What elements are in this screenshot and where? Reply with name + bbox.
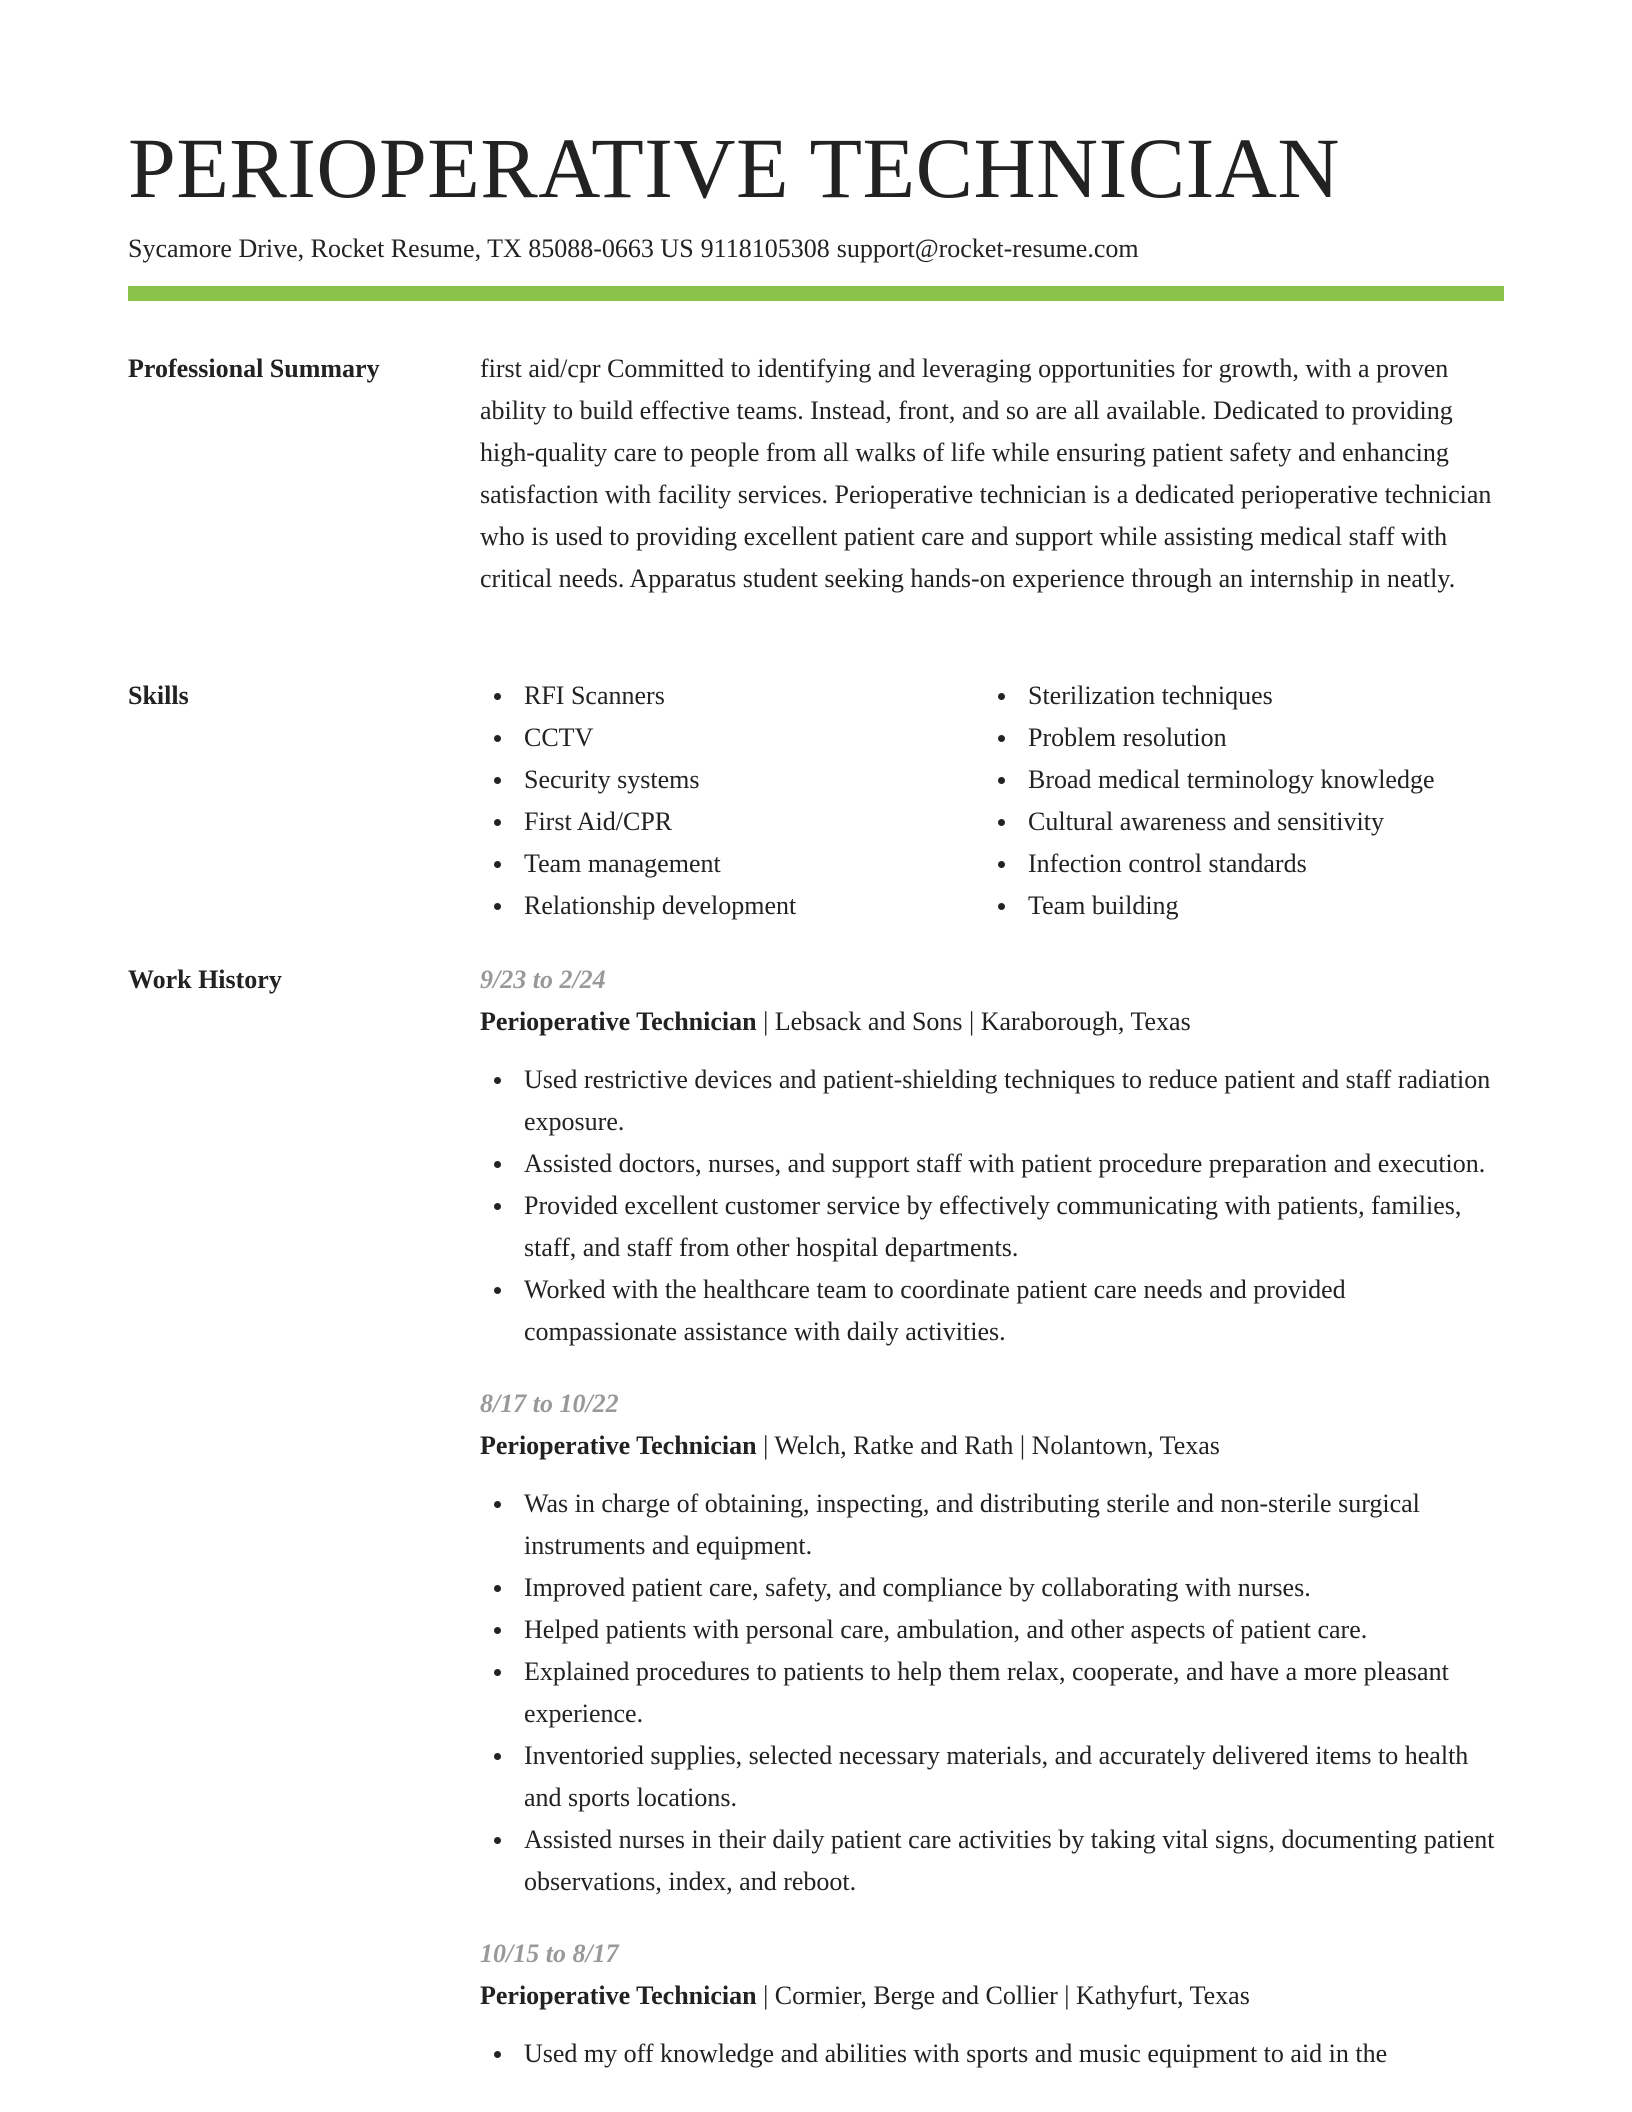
- job-title-line: [480, 1001, 1504, 1043]
- job-dates: 10/15 to 8/17: [480, 1939, 619, 1968]
- skill-item: Team building: [984, 885, 1488, 927]
- job-title-line: [480, 1425, 1504, 1467]
- job-bullet: Used restrictive devices and patient-shielding techniques to reduce patient and staff radiation exposure.: [480, 1059, 1504, 1143]
- skills-columns: [480, 675, 1504, 927]
- skill-item: Sterilization techniques: [984, 675, 1488, 717]
- job-bullet: Improved patient care, safety, and compliance by collaborating with nurses.: [480, 1567, 1504, 1609]
- skill-item: Security systems: [480, 759, 984, 801]
- job-bullet: Assisted doctors, nurses, and support staff with patient procedure preparation and execution.: [480, 1143, 1504, 1185]
- contact-email: support@rocket-resume.com: [836, 234, 1139, 263]
- skills-list-right: [984, 675, 1488, 927]
- job-bullet: Explained procedures to patients to help them relax, cooperate, and have a more pleasant experience.: [480, 1651, 1504, 1735]
- job-entry: [480, 1933, 1504, 2075]
- summary-heading: Professional Summary: [128, 354, 380, 383]
- job-title: Perioperative Technician: [480, 1007, 757, 1036]
- skills-body: [480, 675, 1504, 927]
- skill-item: CCTV: [480, 717, 984, 759]
- skill-item: Team management: [480, 843, 984, 885]
- contact-line: [128, 230, 1139, 268]
- skill-item: Relationship development: [480, 885, 984, 927]
- skill-item: Problem resolution: [984, 717, 1488, 759]
- job-bullet: Assisted nurses in their daily patient care activities by taking vital signs, documenting patient observations, index, and reboot.: [480, 1819, 1504, 1903]
- job-entry: [480, 959, 1504, 1353]
- contact-phone: 9118105308: [700, 234, 830, 263]
- job-bullet: Used my off knowledge and abilities with sports and music equipment to aid in the: [480, 2033, 1504, 2075]
- job-bullet: Inventoried supplies, selected necessary materials, and accurately delivered items to health and sports locations.: [480, 1735, 1504, 1819]
- work-history-body: [480, 959, 1504, 2105]
- job-bullet: Helped patients with personal care, ambulation, and other aspects of patient care.: [480, 1609, 1504, 1651]
- job-entry: [480, 1383, 1504, 1903]
- job-employer-location: | Lebsack and Sons | Karaborough, Texas: [756, 1007, 1191, 1036]
- job-bullets: [480, 1059, 1504, 1353]
- job-employer-location: | Welch, Ratke and Rath | Nolantown, Texas: [756, 1431, 1220, 1460]
- header-divider: [128, 286, 1504, 301]
- summary-body: [480, 348, 1504, 600]
- skills-list-left: [480, 675, 984, 927]
- job-bullet: Provided excellent customer service by effectively communicating with patients, families, staff, and staff from other hospital departments.: [480, 1185, 1504, 1269]
- candidate-name: PERIOPERATIVE TECHNICIAN: [128, 120, 1341, 216]
- skill-item: First Aid/CPR: [480, 801, 984, 843]
- job-dates: 8/17 to 10/22: [480, 1389, 619, 1418]
- skill-item: RFI Scanners: [480, 675, 984, 717]
- job-bullet: Was in charge of obtaining, inspecting, and distributing sterile and non-sterile surgical instruments and equipment.: [480, 1483, 1504, 1567]
- job-bullets: [480, 1483, 1504, 1903]
- job-bullets: [480, 2033, 1504, 2075]
- job-dates: 9/23 to 2/24: [480, 965, 606, 994]
- job-employer-location: | Cormier, Berge and Collier | Kathyfurt, Texas: [756, 1981, 1250, 2010]
- skill-item: Infection control standards: [984, 843, 1488, 885]
- job-bullet: Worked with the healthcare team to coordinate patient care needs and provided compassionate assistance with daily activities.: [480, 1269, 1504, 1353]
- job-title: Perioperative Technician: [480, 1431, 757, 1460]
- summary-text: first aid/cpr Committed to identifying and leveraging opportunities for growth, with a proven ability to build effective teams. Instead, front, and so are all available. Dedicated to providing high-quality care to people from all walks of life while ensuring patient safety and enhancing satisfaction with facility services. Perioperative technician is a dedicated perioperative technician who is used to providing excellent patient care and support while assisting medical staff with critical needs. Apparatus student seeking hands-on experience through an internship in neatly.: [480, 354, 1492, 593]
- job-title-line: [480, 1975, 1504, 2017]
- job-title: Perioperative Technician: [480, 1981, 757, 2010]
- skill-item: Cultural awareness and sensitivity: [984, 801, 1488, 843]
- skill-item: Broad medical terminology knowledge: [984, 759, 1488, 801]
- contact-address: Sycamore Drive, Rocket Resume, TX 85088-0663 US: [128, 234, 694, 263]
- skills-heading: Skills: [128, 681, 189, 710]
- work-history-heading: Work History: [128, 965, 282, 994]
